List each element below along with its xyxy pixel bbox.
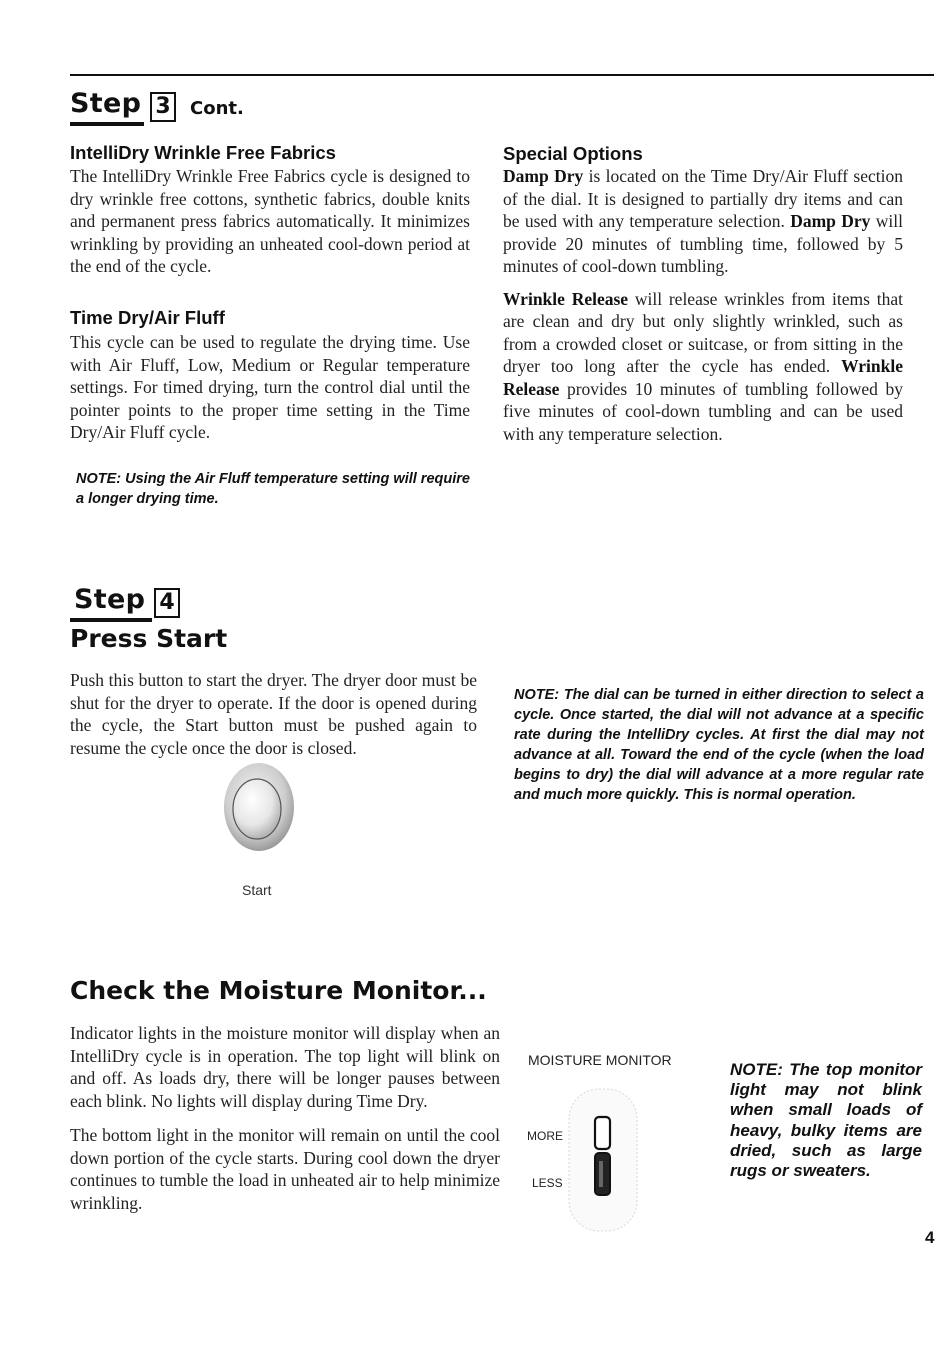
- dial-note: [514, 685, 924, 805]
- step4-underline: [70, 618, 152, 622]
- moisture-monitor-panel: [565, 1085, 641, 1235]
- damp-dry-text-2: will provide 20 minutes of tumbling time, followed by 5 minutes of cool-down tumbling.: [503, 211, 903, 276]
- wrinkle-release-text-2: provides 10 minutes of tumbling followed by five minutes of cool-down tumbling and can be used with any temperature selection.: [503, 378, 903, 444]
- moisture-body: [70, 1022, 500, 1214]
- wrinkle-free-heading: IntelliDry Wrinkle Free Fabrics: [70, 142, 336, 163]
- dial-note-text: The dial can be turned in either direction to select a cycle. Once started, the dial will not advance at a specific rate during the IntelliDry cycles. At first the dial may not advance at all. Toward the end of the cycle (when the load begins to dry) the dial will advance at a more regular rate and much more quickly. This is normal operation.: [514, 687, 924, 803]
- special-options-heading: Special Options: [503, 143, 643, 164]
- moisture-paragraph-2: The bottom light in the monitor will remain on until the cool down portion of the cycle starts. During cool down the dryer continues to tumble the load in unheated air to help minimize wrinkling.: [70, 1125, 500, 1213]
- wrinkle-release-text: will release wrinkles from items that are clean and dry but only slightly wrinkled, such as from a crowded closet or suitcase, or from sitting in the dryer too long after the cycle has ended.: [503, 288, 903, 376]
- step3-header: [70, 86, 370, 130]
- start-button-icon: [223, 759, 295, 851]
- page-number: 4: [925, 1228, 935, 1247]
- time-dry-body: This cycle can be used to regulate the drying time. Use with Air Fluff, Low, Medium or Regular temperature settings. For timed drying, turn the control dial until the pointer points to the proper time setting in the Time Dry/Air Fluff cycle.: [70, 332, 470, 442]
- less-label: LESS: [532, 1176, 563, 1190]
- special-options-body: [503, 165, 903, 445]
- dial-note-label: NOTE:: [514, 687, 560, 703]
- damp-dry-term-2: Damp Dry: [790, 211, 871, 231]
- step4-word: Step: [74, 584, 146, 615]
- moisture-title: Check the Moisture Monitor...: [70, 976, 487, 1005]
- moisture-monitor-icon: [565, 1085, 641, 1235]
- start-button[interactable]: [223, 759, 295, 851]
- moisture-monitor-label: MOISTURE MONITOR: [528, 1052, 672, 1068]
- press-start-title: Press Start: [70, 624, 228, 653]
- start-caption: Start: [242, 882, 272, 898]
- moisture-paragraph-1: Indicator lights in the moisture monitor will display when an IntelliDry cycle is in operation. The top light will blink on and off. As loads dry, there will be longer pauses between each blink. No lights will display during Time Dry.: [70, 1023, 500, 1111]
- wrinkle-release-term-2: Wrinkle Release: [503, 356, 903, 399]
- top-rule: [70, 74, 934, 76]
- step3-word: Step: [70, 88, 142, 119]
- press-start-body: Push this button to start the dryer. The dryer door must be shut for the dryer to operate. If the door is opened during the cycle, the Start button must be pushed again to resume the cycle once the door is closed.: [70, 670, 477, 758]
- wrinkle-release-term: Wrinkle Release: [503, 288, 629, 309]
- air-fluff-note: [76, 469, 470, 509]
- moisture-note-label: NOTE:: [730, 1060, 783, 1079]
- wrinkle-free-body: The IntelliDry Wrinkle Free Fabrics cycle is designed to dry wrinkle free cottons, synthetic fabrics, double knits and permanent press fabrics automatically. It minimizes wrinkling by providing an unheated cool-down period at the end of the cycle.: [70, 166, 470, 276]
- step3-underline: [70, 122, 144, 126]
- note-text: Using the Air Fluff temperature setting will require a longer drying time.: [76, 471, 470, 507]
- time-dry-heading: Time Dry/Air Fluff: [70, 307, 225, 328]
- step4-header: [70, 582, 270, 626]
- moisture-note: [730, 1060, 922, 1181]
- note-label: NOTE:: [76, 471, 122, 487]
- wrinkle-release-paragraph: [503, 288, 903, 446]
- moisture-note-text: The top monitor light may not blink when small loads of heavy, bulky items are dried, such as large rugs or sweaters.: [730, 1060, 922, 1181]
- damp-dry-term: Damp Dry: [503, 166, 584, 186]
- damp-dry-paragraph: [503, 165, 903, 278]
- step3-cont: Cont.: [190, 98, 244, 119]
- step4-number-box: 4: [154, 588, 180, 618]
- damp-dry-text: is located on the Time Dry/Air Fluff section of the dial. It is designed to partially dry items and can be used with any temperature selection.: [503, 166, 903, 231]
- more-label: MORE: [527, 1129, 563, 1143]
- step3-number-box: 3: [150, 92, 176, 122]
